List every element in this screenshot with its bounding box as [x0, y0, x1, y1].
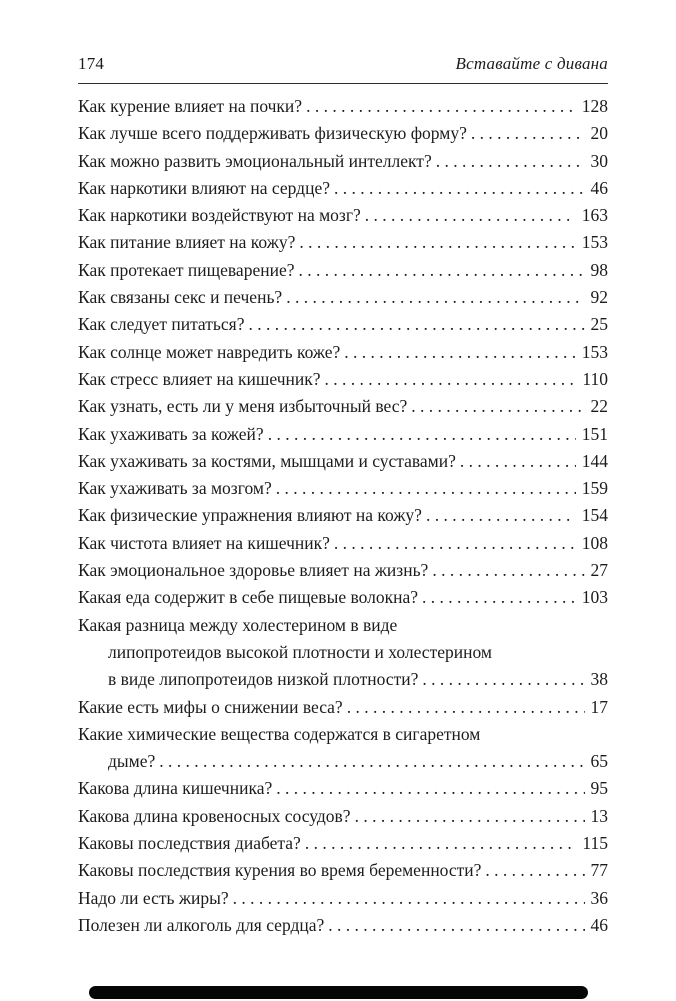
toc-page-number: 27	[590, 560, 608, 581]
toc-entry-title: Как можно развить эмоциональный интеллект?	[78, 150, 432, 171]
scan-artifact-bar	[89, 986, 588, 999]
toc-entry	[78, 803, 608, 830]
toc-entry-title: липопротеидов высокой плотности и холестерином	[108, 641, 492, 662]
dot-leader	[229, 885, 585, 912]
toc-entry-title: Как ухаживать за мозгом?	[78, 478, 272, 499]
toc-entry-title: Полезен ли алкоголь для сердца?	[78, 914, 325, 935]
toc-line	[78, 366, 608, 393]
toc-entry-title: Какие химические вещества содержатся в сигаретном	[78, 723, 481, 744]
toc-line	[78, 175, 608, 202]
toc-entry-title: Как солнце может навредить коже?	[78, 341, 341, 362]
toc-entry	[78, 311, 608, 338]
toc-page-number: 25	[590, 314, 608, 335]
dot-leader	[467, 120, 585, 147]
toc-entry	[78, 721, 608, 776]
toc-line	[78, 775, 608, 802]
toc-entry	[78, 912, 608, 939]
toc-page-number: 115	[582, 833, 608, 854]
toc-line	[78, 148, 608, 175]
toc-page-number: 36	[590, 887, 608, 908]
toc-list	[78, 93, 608, 939]
toc-line	[78, 284, 608, 311]
dot-leader	[302, 93, 576, 120]
toc-entry	[78, 393, 608, 420]
toc-page-number: 159	[581, 478, 608, 499]
dot-leader	[481, 857, 584, 884]
toc-entry	[78, 857, 608, 884]
toc-entry	[78, 775, 608, 802]
toc-page-number: 22	[590, 396, 608, 417]
toc-entry-title: Какова длина кишечника?	[78, 778, 273, 799]
toc-entry-title: Как лучше всего поддерживать физическую форму?	[78, 123, 467, 144]
dot-leader	[324, 912, 584, 939]
toc-page-number: 163	[581, 205, 608, 226]
toc-page-number: 103	[581, 587, 608, 608]
dot-leader	[295, 229, 575, 256]
toc-entry-title: Как наркотики влияют на сердце?	[78, 177, 330, 198]
toc-line	[78, 612, 608, 639]
toc-entry-title: в виде липопротеидов низкой плотности?	[108, 669, 419, 690]
toc-entry-title: Как эмоциональное здоровье влияет на жизнь?	[78, 560, 429, 581]
dot-leader	[432, 148, 585, 175]
dot-leader	[272, 775, 584, 802]
toc-entry-title: Как стресс влияет на кишечник?	[78, 368, 321, 389]
toc-page-number: 92	[590, 287, 608, 308]
dot-leader	[295, 257, 585, 284]
toc-page-number: 108	[581, 532, 608, 553]
toc-line	[78, 748, 608, 775]
toc-entry	[78, 502, 608, 529]
toc-page-number: 17	[590, 696, 608, 717]
toc-entry-title: Какая еда содержит в себе пищевые волокна?	[78, 587, 419, 608]
toc-entry-title: Как чистота влияет на кишечник?	[78, 532, 330, 553]
toc-line	[78, 803, 608, 830]
toc-page-number: 110	[582, 368, 608, 389]
toc-page-number: 38	[590, 669, 608, 690]
toc-line	[78, 120, 608, 147]
toc-entry-title: Какие есть мифы о снижении веса?	[78, 696, 343, 717]
toc-page-number: 20	[590, 123, 608, 144]
toc-entry-title: Как питание влияет на кожу?	[78, 232, 296, 253]
toc-entry	[78, 530, 608, 557]
dot-leader	[456, 448, 576, 475]
dot-leader	[272, 475, 576, 502]
toc-entry-title: Надо ли есть жиры?	[78, 887, 229, 908]
toc-entry-title: Каковы последствия диабета?	[78, 833, 301, 854]
toc-entry	[78, 448, 608, 475]
toc-page-number: 77	[590, 860, 608, 881]
dot-leader	[330, 530, 576, 557]
toc-entry	[78, 612, 608, 694]
toc-line	[78, 421, 608, 448]
toc-entry	[78, 175, 608, 202]
toc-entry	[78, 830, 608, 857]
toc-entry	[78, 202, 608, 229]
toc-line	[78, 721, 608, 748]
toc-entry	[78, 148, 608, 175]
dot-leader	[422, 502, 576, 529]
toc-entry-title: дыме?	[108, 751, 156, 772]
dot-leader	[407, 393, 584, 420]
toc-entry	[78, 339, 608, 366]
toc-entry-title: Как физические упражнения влияют на кожу?	[78, 505, 422, 526]
toc-entry	[78, 557, 608, 584]
dot-leader	[330, 175, 585, 202]
dot-leader	[351, 803, 585, 830]
toc-entry	[78, 885, 608, 912]
toc-entry	[78, 366, 608, 393]
toc-entry-title: Какова длина кровеносных сосудов?	[78, 805, 351, 826]
toc-line	[78, 339, 608, 366]
dot-leader	[361, 202, 576, 229]
toc-page-number: 30	[590, 150, 608, 171]
toc-entry-title: Каковы последствия курения во время беременности?	[78, 860, 482, 881]
dot-leader	[264, 421, 576, 448]
toc-line	[78, 557, 608, 584]
toc-line	[78, 830, 608, 857]
toc-line	[78, 257, 608, 284]
toc-entry	[78, 257, 608, 284]
page-number: 174	[78, 54, 105, 73]
toc-line	[78, 202, 608, 229]
toc-page-number: 154	[581, 505, 608, 526]
toc-page-number: 95	[590, 778, 608, 799]
toc-page-number: 98	[590, 259, 608, 280]
toc-entry	[78, 584, 608, 611]
dot-leader	[155, 748, 584, 775]
running-title: Вставайте с дивана	[455, 54, 608, 73]
toc-entry-title: Как связаны секс и печень?	[78, 287, 283, 308]
toc-entry	[78, 421, 608, 448]
toc-entry-title: Как курение влияет на почки?	[78, 96, 303, 116]
toc-entry-title: Как ухаживать за кожей?	[78, 423, 264, 444]
toc-line	[78, 912, 608, 939]
toc-entry	[78, 229, 608, 256]
toc-line	[78, 530, 608, 557]
dot-leader	[340, 339, 575, 366]
toc-page-number: 153	[581, 232, 608, 253]
toc-line	[78, 584, 608, 611]
toc-line	[78, 448, 608, 475]
toc-entry	[78, 93, 608, 120]
toc-entry	[78, 694, 608, 721]
toc-entry-title: Как протекает пищеварение?	[78, 259, 295, 280]
toc-line	[78, 311, 608, 338]
toc-entry	[78, 120, 608, 147]
dot-leader	[428, 557, 584, 584]
toc-line	[78, 639, 608, 666]
toc-line	[78, 694, 608, 721]
dot-leader	[418, 666, 584, 693]
toc-entry-title: Какая разница между холестерином в виде	[78, 614, 398, 635]
toc-line	[78, 666, 608, 693]
toc-line	[78, 393, 608, 420]
page-header	[78, 54, 608, 74]
toc-page-number: 153	[581, 341, 608, 362]
toc-line	[78, 475, 608, 502]
toc-entry-title: Как узнать, есть ли у меня избыточный вес?	[78, 396, 408, 417]
toc-page-number: 151	[581, 423, 608, 444]
toc-entry-title: Как наркотики воздействуют на мозг?	[78, 205, 361, 226]
toc-page-number: 46	[590, 177, 608, 198]
toc-line	[78, 229, 608, 256]
toc-page-number: 144	[581, 450, 608, 471]
dot-leader	[244, 311, 584, 338]
toc-page-number: 46	[590, 914, 608, 935]
toc-entry-title: Как ухаживать за костями, мышцами и суставами?	[78, 450, 456, 471]
dot-leader	[343, 694, 585, 721]
dot-leader	[418, 584, 576, 611]
toc-entry-title: Как следует питаться?	[78, 314, 245, 335]
toc-line	[78, 857, 608, 884]
dot-leader	[301, 830, 577, 857]
toc-page-number: 128	[581, 96, 608, 116]
toc-line	[78, 502, 608, 529]
toc-line	[78, 885, 608, 912]
dot-leader	[282, 284, 584, 311]
toc-line	[78, 93, 608, 120]
toc-page-number: 13	[590, 805, 608, 826]
toc-entry	[78, 475, 608, 502]
dot-leader	[321, 366, 577, 393]
toc-page-number: 65	[590, 751, 608, 772]
header-rule	[78, 83, 608, 84]
toc-entry	[78, 284, 608, 311]
